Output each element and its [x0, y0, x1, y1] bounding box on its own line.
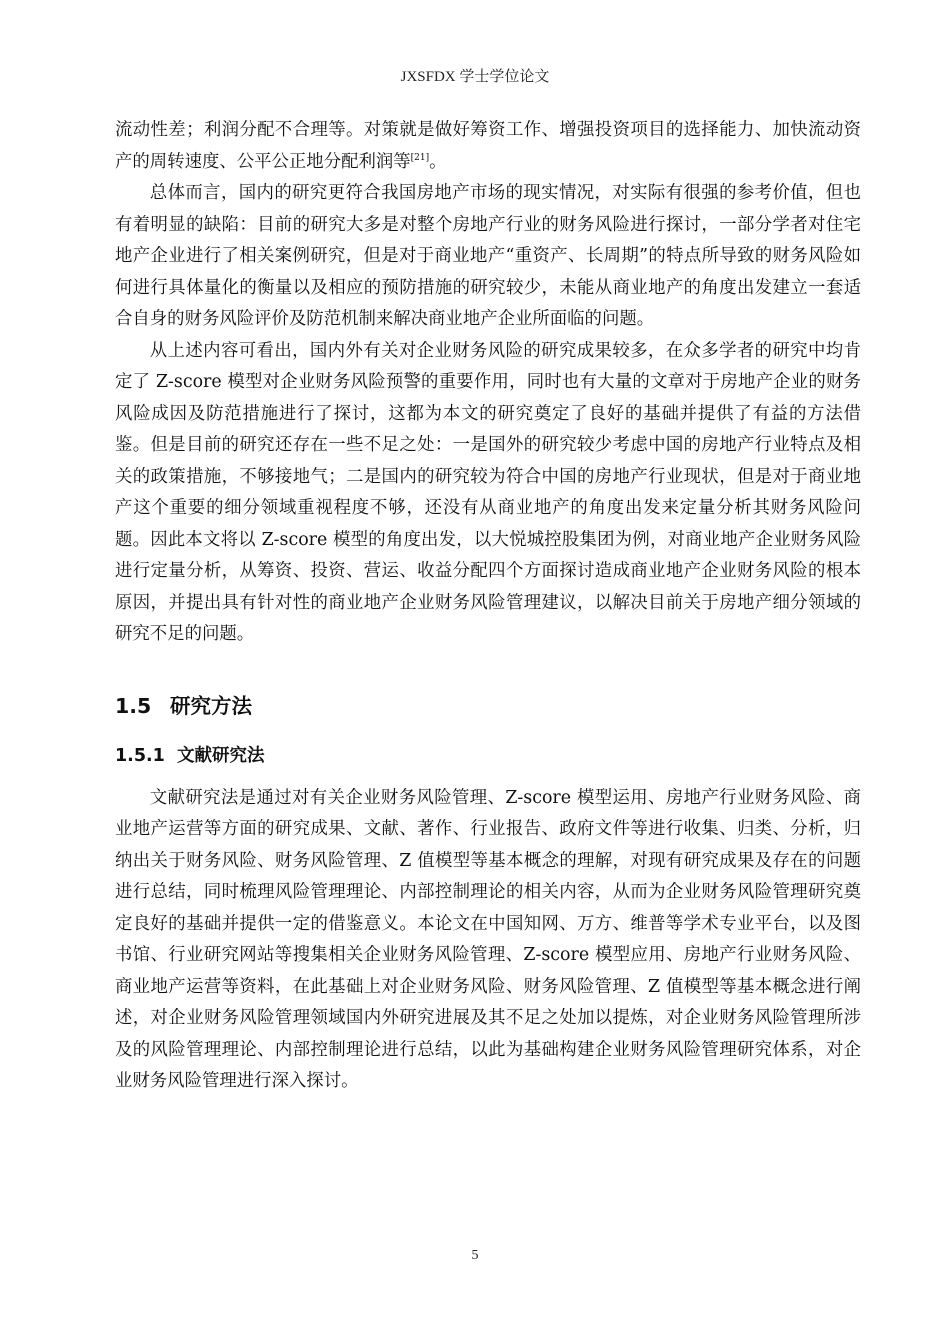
section-number: 1.5 [115, 693, 152, 718]
paragraph-end: 。 [429, 151, 447, 172]
paragraph-domestic-summary: 总体而言，国内的研究更符合我国房地产市场的现实情况，对实际有很强的参考价值，但也有着明显的缺陷：目前的研究大多是对整个房地产行业的财务风险进行探讨，一部分学者对住宅地产企业进行了相关案例研究，但是对于商业地产“重资产、长周期”的特点所导致的财务风险如何进行具体量化的衡量以及相应的预防措施的研究较少，未能从商业地产的角度出发建立一套适合自身的财务风险评价及防范机制来解决商业地产企业所面临的问题。 [115, 183, 861, 329]
paragraph-review-summary: 从上述内容可看出，国内外有关对企业财务风险的研究成果较多，在众多学者的研究中均肯定了 Z-score 模型对企业财务风险预警的重要作用，同时也有大量的文章对于房地产企业的财务风险成因及防范措施进行了探讨，这都为本文的研究奠定了良好的基础并提供了有益的方法借鉴。但是目前的研究还存在一些不足之处：一是国外的研究较少考虑中国的房地产行业特点及相关的政策措施，不够接地气；二是国内的研究较为符合中国的房地产行业现状，但是对于商业地产这个重要的细分领域重视程度不够，还没有从商业地产的角度出发来定量分析其财务风险问题。因此本文将以 Z-score 模型的角度出发，以大悦城控股集团为例，对商业地产企业财务风险进行定量分析，从筹资、投资、营运、收益分配四个方面探讨造成商业地产企业财务风险的根本原因，并提出具有针对性的商业地产企业财务风险管理建议，以解决目前关于房地产细分领域的研究不足的问题。 [115, 340, 861, 644]
running-header: JXSFDX 学士学位论文 [400, 69, 550, 85]
subsection-number: 1.5.1 [115, 745, 165, 766]
paragraph-continued [115, 115, 861, 178]
citation-ref[interactable]: [21] [410, 152, 430, 163]
paragraph-literature-method: 文献研究法是通过对有关企业财务风险管理、Z-score 模型运用、房地产行业财务风险、商业地产运营等方面的研究成果、文献、著作、行业报告、政府文件等进行收集、归类、分析，归纳出关于财务风险、财务风险管理、Z 值模型等基本概念的理解，对现有研究成果及存在的问题进行总结，同时梳理风险管理理论、内部控制理论的相关内容，从而为企业财务风险管理研究奠定良好的基础并提供一定的借鉴意义。本论文在中国知网、万方、维普等学术专业平台，以及图书馆、行业研究网站等搜集相关企业财务风险管理、Z-score 模型应用、房地产行业财务风险、商业地产运营等资料，在此基础上对企业财务风险、财务风险管理、Z 值模型等基本概念进行阐述，对企业财务风险管理领域国内外研究进展及其不足之处加以提炼，对企业财务风险管理所涉及的风险管理理论、内部控制理论进行总结，以此为基础构建企业财务风险管理研究体系，对企业财务风险管理进行深入探讨。 [115, 787, 861, 1091]
subsection-title: 文献研究法 [177, 745, 265, 766]
section-heading [115, 691, 861, 721]
section-title: 研究方法 [170, 693, 252, 718]
page-number: 5 [471, 1248, 479, 1263]
paragraph-text: 流动性差；利润分配不合理等。对策就是做好筹资工作、增强投资项目的选择能力、加快流动资产的周转速度、公平公正地分配利润等 [115, 120, 861, 172]
page-body [115, 115, 861, 1098]
subsection-heading [115, 743, 861, 769]
